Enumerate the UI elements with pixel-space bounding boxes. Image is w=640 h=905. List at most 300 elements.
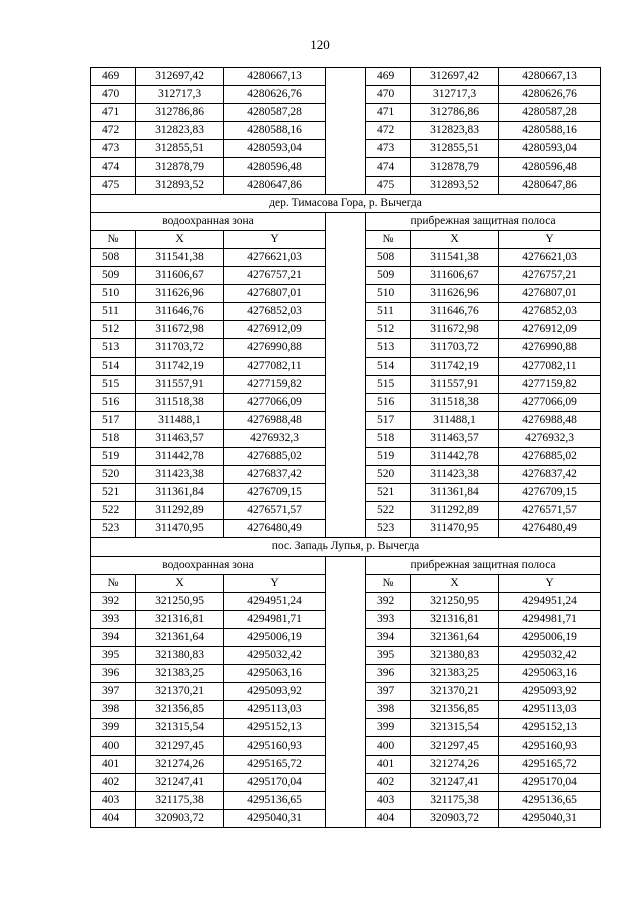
header-y-right: Y: [499, 230, 601, 248]
header-no-right: №: [366, 230, 411, 248]
x-coordinate-right: 321361,64: [411, 628, 499, 646]
table-row: [91, 701, 601, 719]
x-coordinate-right: 311606,67: [411, 267, 499, 285]
x-coordinate-right: 321316,81: [411, 610, 499, 628]
point-number-left: 471: [91, 104, 136, 122]
point-number-right: 399: [366, 719, 411, 737]
y-coordinate-right: 4276621,03: [499, 248, 601, 266]
y-coordinate-left: 4295063,16: [224, 665, 326, 683]
x-coordinate-left: 311488,1: [136, 411, 224, 429]
column-gap: [326, 230, 366, 248]
point-number-left: 512: [91, 321, 136, 339]
point-number-right: 521: [366, 484, 411, 502]
column-gap: [326, 140, 366, 158]
column-gap: [326, 701, 366, 719]
x-coordinate-right: 321356,85: [411, 701, 499, 719]
y-coordinate-left: 4276709,15: [224, 484, 326, 502]
y-coordinate-left: 4280596,48: [224, 158, 326, 176]
point-number-right: 392: [366, 592, 411, 610]
y-coordinate-left: 4294951,24: [224, 592, 326, 610]
x-coordinate-left: 311292,89: [136, 502, 224, 520]
point-number-left: 393: [91, 610, 136, 628]
table-row: [91, 755, 601, 773]
y-coordinate-left: 4295093,92: [224, 683, 326, 701]
y-coordinate-left: 4276932,3: [224, 429, 326, 447]
x-coordinate-right: 311557,91: [411, 375, 499, 393]
table-row: [91, 484, 601, 502]
x-coordinate-right: 311742,19: [411, 357, 499, 375]
x-coordinate-left: 321175,38: [136, 791, 224, 809]
x-coordinate-right: 311361,84: [411, 484, 499, 502]
point-number-right: 393: [366, 610, 411, 628]
y-coordinate-left: 4294981,71: [224, 610, 326, 628]
table-row: [91, 248, 601, 266]
header-y-right: Y: [499, 574, 601, 592]
point-number-right: 404: [366, 809, 411, 827]
y-coordinate-left: 4295152,13: [224, 719, 326, 737]
header-no-left: №: [91, 230, 136, 248]
y-coordinate-left: 4280587,28: [224, 104, 326, 122]
table-row: [91, 86, 601, 104]
point-number-right: 473: [366, 140, 411, 158]
section-title: дер. Тимасова Гора, р. Вычегда: [91, 194, 601, 212]
x-coordinate-right: 321370,21: [411, 683, 499, 701]
x-coordinate-left: 311703,72: [136, 339, 224, 357]
table-row: [91, 628, 601, 646]
section-title: пос. Западь Лупья, р. Вычегда: [91, 538, 601, 556]
x-coordinate-left: 321356,85: [136, 701, 224, 719]
point-number-left: 473: [91, 140, 136, 158]
x-coordinate-right: 312878,79: [411, 158, 499, 176]
y-coordinate-right: 4276757,21: [499, 267, 601, 285]
point-number-left: 397: [91, 683, 136, 701]
table-row: [91, 719, 601, 737]
y-coordinate-left: 4295165,72: [224, 755, 326, 773]
x-coordinate-right: 311646,76: [411, 303, 499, 321]
table-row: [91, 737, 601, 755]
y-coordinate-right: 4280647,86: [499, 176, 601, 194]
y-coordinate-left: 4295006,19: [224, 628, 326, 646]
table-row: [91, 393, 601, 411]
point-number-left: 521: [91, 484, 136, 502]
table-row: [91, 791, 601, 809]
y-coordinate-right: 4276990,88: [499, 339, 601, 357]
column-gap: [326, 484, 366, 502]
point-number-right: 520: [366, 466, 411, 484]
y-coordinate-right: 4295152,13: [499, 719, 601, 737]
point-number-left: 509: [91, 267, 136, 285]
point-number-right: 397: [366, 683, 411, 701]
point-number-right: 509: [366, 267, 411, 285]
point-number-left: 523: [91, 520, 136, 538]
x-coordinate-left: 321247,41: [136, 773, 224, 791]
column-gap: [326, 86, 366, 104]
x-coordinate-right: 312697,42: [411, 68, 499, 86]
y-coordinate-left: 4276837,42: [224, 466, 326, 484]
y-coordinate-left: 4295160,93: [224, 737, 326, 755]
zone-label-left: водоохранная зона: [91, 556, 326, 574]
y-coordinate-left: 4276912,09: [224, 321, 326, 339]
column-gap: [326, 665, 366, 683]
x-coordinate-left: 311606,67: [136, 267, 224, 285]
point-number-left: 399: [91, 719, 136, 737]
point-number-left: 394: [91, 628, 136, 646]
point-number-right: 508: [366, 248, 411, 266]
column-gap: [326, 628, 366, 646]
y-coordinate-right: 4295113,03: [499, 701, 601, 719]
x-coordinate-left: 321370,21: [136, 683, 224, 701]
point-number-right: 510: [366, 285, 411, 303]
table-row: [91, 647, 601, 665]
x-coordinate-left: 311742,19: [136, 357, 224, 375]
table-row: [91, 267, 601, 285]
y-coordinate-left: 4276990,88: [224, 339, 326, 357]
column-gap: [326, 647, 366, 665]
column-gap: [326, 755, 366, 773]
table-row: [91, 773, 601, 791]
y-coordinate-right: 4277066,09: [499, 393, 601, 411]
x-coordinate-left: 321274,26: [136, 755, 224, 773]
table-row: [91, 158, 601, 176]
header-x-left: X: [136, 230, 224, 248]
coordinates-table: [90, 67, 601, 828]
y-coordinate-right: 4295032,42: [499, 647, 601, 665]
column-gap: [326, 556, 366, 574]
header-x-left: X: [136, 574, 224, 592]
column-gap: [326, 321, 366, 339]
point-number-right: 515: [366, 375, 411, 393]
y-coordinate-right: 4295160,93: [499, 737, 601, 755]
column-gap: [326, 719, 366, 737]
x-coordinate-left: 311463,57: [136, 429, 224, 447]
table-row: [91, 502, 601, 520]
table-row: [91, 411, 601, 429]
point-number-right: 403: [366, 791, 411, 809]
point-number-right: 512: [366, 321, 411, 339]
x-coordinate-right: 321297,45: [411, 737, 499, 755]
x-coordinate-right: 312893,52: [411, 176, 499, 194]
column-gap: [326, 737, 366, 755]
table-row: [91, 176, 601, 194]
x-coordinate-right: 311541,38: [411, 248, 499, 266]
point-number-right: 471: [366, 104, 411, 122]
column-gap: [326, 574, 366, 592]
y-coordinate-left: 4276480,49: [224, 520, 326, 538]
x-coordinate-left: 321250,95: [136, 592, 224, 610]
y-coordinate-left: 4276621,03: [224, 248, 326, 266]
x-coordinate-right: 311488,1: [411, 411, 499, 429]
column-gap: [326, 357, 366, 375]
x-coordinate-left: 312855,51: [136, 140, 224, 158]
point-number-left: 520: [91, 466, 136, 484]
header-y-left: Y: [224, 230, 326, 248]
point-number-right: 398: [366, 701, 411, 719]
point-number-left: 402: [91, 773, 136, 791]
point-number-left: 516: [91, 393, 136, 411]
zone-label-right: прибрежная защитная полоса: [366, 212, 601, 230]
x-coordinate-right: 311470,95: [411, 520, 499, 538]
y-coordinate-left: 4280626,76: [224, 86, 326, 104]
point-number-left: 519: [91, 447, 136, 465]
point-number-left: 475: [91, 176, 136, 194]
y-coordinate-right: 4276885,02: [499, 447, 601, 465]
point-number-left: 472: [91, 122, 136, 140]
x-coordinate-right: 311518,38: [411, 393, 499, 411]
y-coordinate-right: 4276807,01: [499, 285, 601, 303]
point-number-right: 394: [366, 628, 411, 646]
x-coordinate-right: 321383,25: [411, 665, 499, 683]
y-coordinate-right: 4276480,49: [499, 520, 601, 538]
y-coordinate-right: 4280667,13: [499, 68, 601, 86]
y-coordinate-left: 4280667,13: [224, 68, 326, 86]
y-coordinate-right: 4294951,24: [499, 592, 601, 610]
x-coordinate-left: 312823,83: [136, 122, 224, 140]
x-coordinate-left: 311672,98: [136, 321, 224, 339]
x-coordinate-left: 312697,42: [136, 68, 224, 86]
x-coordinate-left: 311626,96: [136, 285, 224, 303]
x-coordinate-right: 321274,26: [411, 755, 499, 773]
point-number-left: 517: [91, 411, 136, 429]
column-gap: [326, 520, 366, 538]
y-coordinate-right: 4295006,19: [499, 628, 601, 646]
point-number-right: 474: [366, 158, 411, 176]
y-coordinate-left: 4277159,82: [224, 375, 326, 393]
column-gap: [326, 285, 366, 303]
point-number-right: 475: [366, 176, 411, 194]
y-coordinate-right: 4277159,82: [499, 375, 601, 393]
y-coordinate-left: 4276885,02: [224, 447, 326, 465]
y-coordinate-left: 4295032,42: [224, 647, 326, 665]
x-coordinate-left: 311541,38: [136, 248, 224, 266]
header-no-right: №: [366, 574, 411, 592]
x-coordinate-right: 311463,57: [411, 429, 499, 447]
x-coordinate-left: 321383,25: [136, 665, 224, 683]
x-coordinate-right: 311703,72: [411, 339, 499, 357]
column-gap: [326, 104, 366, 122]
section-title-row: [91, 538, 601, 556]
y-coordinate-right: 4280587,28: [499, 104, 601, 122]
y-coordinate-right: 4294981,71: [499, 610, 601, 628]
x-coordinate-left: 320903,72: [136, 809, 224, 827]
column-gap: [326, 339, 366, 357]
table-row: [91, 665, 601, 683]
point-number-left: 514: [91, 357, 136, 375]
table-row: [91, 357, 601, 375]
y-coordinate-right: 4276571,57: [499, 502, 601, 520]
header-x-right: X: [411, 574, 499, 592]
point-number-right: 472: [366, 122, 411, 140]
y-coordinate-left: 4276757,21: [224, 267, 326, 285]
point-number-left: 518: [91, 429, 136, 447]
point-number-left: 401: [91, 755, 136, 773]
x-coordinate-right: 312786,86: [411, 104, 499, 122]
column-gap: [326, 447, 366, 465]
point-number-right: 469: [366, 68, 411, 86]
header-x-right: X: [411, 230, 499, 248]
y-coordinate-right: 4280593,04: [499, 140, 601, 158]
x-coordinate-left: 312786,86: [136, 104, 224, 122]
point-number-right: 470: [366, 86, 411, 104]
section-title-row: [91, 194, 601, 212]
y-coordinate-left: 4280647,86: [224, 176, 326, 194]
table-row: [91, 809, 601, 827]
column-gap: [326, 303, 366, 321]
column-gap: [326, 212, 366, 230]
zone-label-left: водоохранная зона: [91, 212, 326, 230]
x-coordinate-left: 311557,91: [136, 375, 224, 393]
coordinates-table-body: [91, 68, 601, 828]
y-coordinate-right: 4276932,3: [499, 429, 601, 447]
y-coordinate-left: 4276988,48: [224, 411, 326, 429]
column-gap: [326, 122, 366, 140]
y-coordinate-left: 4295136,65: [224, 791, 326, 809]
point-number-right: 523: [366, 520, 411, 538]
column-gap: [326, 158, 366, 176]
column-gap: [326, 592, 366, 610]
point-number-left: 508: [91, 248, 136, 266]
x-coordinate-right: 321175,38: [411, 791, 499, 809]
y-coordinate-right: 4280626,76: [499, 86, 601, 104]
x-coordinate-right: 312717,3: [411, 86, 499, 104]
y-coordinate-right: 4276837,42: [499, 466, 601, 484]
x-coordinate-left: 321315,54: [136, 719, 224, 737]
table-row: [91, 447, 601, 465]
x-coordinate-right: 321247,41: [411, 773, 499, 791]
y-coordinate-right: 4277082,11: [499, 357, 601, 375]
x-coordinate-left: 311423,38: [136, 466, 224, 484]
column-gap: [326, 429, 366, 447]
x-coordinate-left: 311361,84: [136, 484, 224, 502]
point-number-left: 510: [91, 285, 136, 303]
x-coordinate-right: 311672,98: [411, 321, 499, 339]
point-number-right: 514: [366, 357, 411, 375]
table-row: [91, 104, 601, 122]
page-number: 120: [310, 37, 330, 52]
table-row: [91, 610, 601, 628]
column-gap: [326, 176, 366, 194]
column-gap: [326, 773, 366, 791]
point-number-left: 469: [91, 68, 136, 86]
column-gap: [326, 809, 366, 827]
point-number-left: 398: [91, 701, 136, 719]
point-number-right: 517: [366, 411, 411, 429]
column-gap: [326, 68, 366, 86]
column-gap: [326, 393, 366, 411]
x-coordinate-left: 312717,3: [136, 86, 224, 104]
column-gap: [326, 248, 366, 266]
y-coordinate-left: 4295113,03: [224, 701, 326, 719]
header-no-left: №: [91, 574, 136, 592]
table-row: [91, 592, 601, 610]
point-number-left: 470: [91, 86, 136, 104]
table-row: [91, 303, 601, 321]
x-coordinate-right: 312855,51: [411, 140, 499, 158]
point-number-left: 515: [91, 375, 136, 393]
x-coordinate-left: 311646,76: [136, 303, 224, 321]
x-coordinate-right: 311423,38: [411, 466, 499, 484]
zone-label-row: [91, 212, 601, 230]
column-gap: [326, 502, 366, 520]
header-y-left: Y: [224, 574, 326, 592]
point-number-left: 396: [91, 665, 136, 683]
y-coordinate-right: 4295136,65: [499, 791, 601, 809]
table-row: [91, 339, 601, 357]
y-coordinate-right: 4276912,09: [499, 321, 601, 339]
y-coordinate-right: 4295063,16: [499, 665, 601, 683]
point-number-right: 519: [366, 447, 411, 465]
point-number-left: 511: [91, 303, 136, 321]
y-coordinate-right: 4295165,72: [499, 755, 601, 773]
x-coordinate-right: 311626,96: [411, 285, 499, 303]
point-number-left: 474: [91, 158, 136, 176]
point-number-right: 513: [366, 339, 411, 357]
y-coordinate-right: 4295170,04: [499, 773, 601, 791]
y-coordinate-left: 4280593,04: [224, 140, 326, 158]
x-coordinate-left: 312878,79: [136, 158, 224, 176]
x-coordinate-right: 311442,78: [411, 447, 499, 465]
x-coordinate-left: 321361,64: [136, 628, 224, 646]
y-coordinate-right: 4295040,31: [499, 809, 601, 827]
point-number-right: 400: [366, 737, 411, 755]
point-number-left: 403: [91, 791, 136, 809]
point-number-right: 522: [366, 502, 411, 520]
y-coordinate-right: 4276852,03: [499, 303, 601, 321]
y-coordinate-left: 4276807,01: [224, 285, 326, 303]
y-coordinate-left: 4276852,03: [224, 303, 326, 321]
point-number-left: 392: [91, 592, 136, 610]
table-row: [91, 466, 601, 484]
x-coordinate-right: 312823,83: [411, 122, 499, 140]
y-coordinate-right: 4280588,16: [499, 122, 601, 140]
point-number-right: 518: [366, 429, 411, 447]
x-coordinate-left: 311470,95: [136, 520, 224, 538]
y-coordinate-left: 4277066,09: [224, 393, 326, 411]
column-gap: [326, 683, 366, 701]
zone-label-row: [91, 556, 601, 574]
x-coordinate-left: 321380,83: [136, 647, 224, 665]
y-coordinate-right: 4295093,92: [499, 683, 601, 701]
x-coordinate-right: 321250,95: [411, 592, 499, 610]
x-coordinate-left: 321297,45: [136, 737, 224, 755]
x-coordinate-left: 311518,38: [136, 393, 224, 411]
y-coordinate-right: 4280596,48: [499, 158, 601, 176]
table-row: [91, 68, 601, 86]
column-header-row: [91, 574, 601, 592]
table-row: [91, 285, 601, 303]
column-gap: [326, 267, 366, 285]
table-row: [91, 429, 601, 447]
table-row: [91, 321, 601, 339]
y-coordinate-left: 4276571,57: [224, 502, 326, 520]
point-number-right: 402: [366, 773, 411, 791]
y-coordinate-right: 4276709,15: [499, 484, 601, 502]
point-number-right: 511: [366, 303, 411, 321]
column-gap: [326, 375, 366, 393]
x-coordinate-left: 321316,81: [136, 610, 224, 628]
zone-label-right: прибрежная защитная полоса: [366, 556, 601, 574]
point-number-left: 404: [91, 809, 136, 827]
column-gap: [326, 466, 366, 484]
column-header-row: [91, 230, 601, 248]
table-row: [91, 375, 601, 393]
y-coordinate-left: 4280588,16: [224, 122, 326, 140]
x-coordinate-right: 321315,54: [411, 719, 499, 737]
x-coordinate-right: 321380,83: [411, 647, 499, 665]
point-number-left: 400: [91, 737, 136, 755]
table-row: [91, 683, 601, 701]
table-row: [91, 140, 601, 158]
column-gap: [326, 791, 366, 809]
